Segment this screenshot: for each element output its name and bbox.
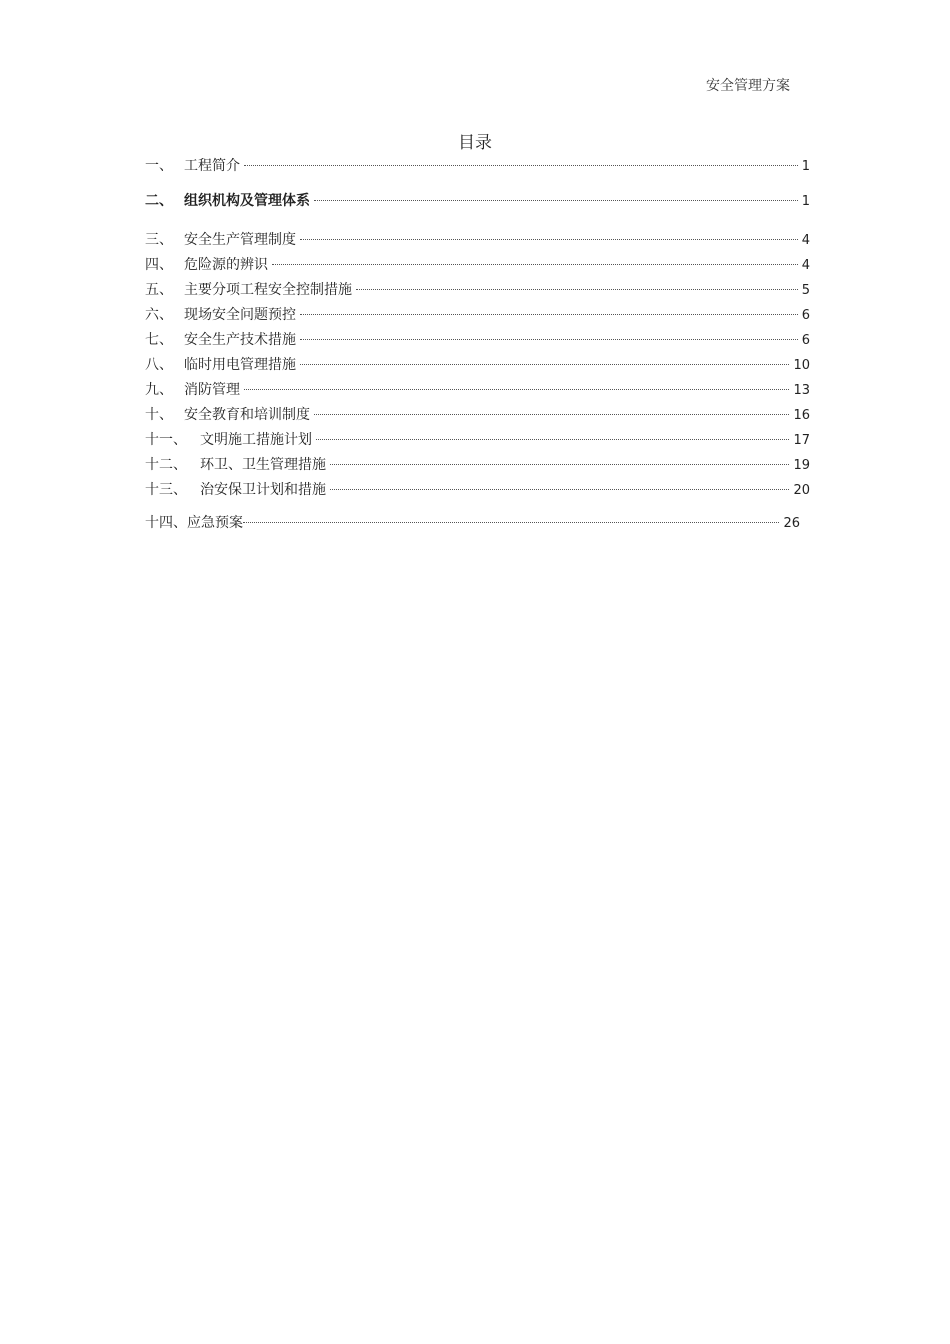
toc-entry-number: 四、 [145,257,173,273]
toc-dot-leader [330,464,789,465]
toc-entry-number: 九、 [145,382,173,398]
toc-entry-label: 文明施工措施计划 [200,432,312,448]
toc-entry-6[interactable] [145,304,810,326]
toc-dot-leader [314,200,798,201]
toc-entry-5[interactable] [145,279,810,301]
toc-dot-leader [272,264,798,265]
toc-entry-page: 19 [793,458,810,473]
toc-entry-label: 治安保卫计划和措施 [200,482,326,498]
toc-entry-13[interactable] [145,479,810,501]
toc-entry-7[interactable] [145,329,810,351]
toc-entry-4[interactable] [145,254,810,276]
toc-dot-leader [300,339,798,340]
toc-entry-9[interactable] [145,379,810,401]
toc-dot-leader [300,364,789,365]
toc-entry-page: 4 [801,258,810,273]
toc-entry-number: 五、 [145,282,173,298]
toc-entry-label: 安全生产管理制度 [184,232,296,248]
toc-entry-number: 七、 [145,332,173,348]
toc-entry-12[interactable] [145,454,810,476]
toc-entry-label: 安全教育和培训制度 [184,407,310,423]
toc-entry-number: 一、 [145,158,173,174]
toc-entry-page: 6 [801,308,810,323]
toc-entry-page: 20 [793,483,810,498]
toc-dot-leader [300,239,798,240]
page-header-title: 安全管理方案 [706,78,790,94]
toc-entry-label: 十四、应急预案 [145,515,243,531]
toc-entry-page: 4 [801,233,810,248]
toc-entry-page: 6 [801,333,810,348]
toc-entry-1[interactable] [145,155,810,177]
toc-entry-label: 现场安全问题预控 [184,307,296,323]
toc-entry-number: 十一、 [145,432,187,448]
toc-dot-leader [356,289,798,290]
toc-dot-leader [330,489,789,490]
toc-entry-number: 十、 [145,407,173,423]
toc-entry-2[interactable] [145,190,810,212]
toc-dot-leader [314,414,789,415]
toc-entry-page: 13 [793,383,810,398]
toc-dot-leader [300,314,798,315]
toc-dot-leader [244,165,798,166]
toc-entry-8[interactable] [145,354,810,376]
toc-entry-page: 5 [801,283,810,298]
toc-dot-leader [243,522,779,523]
toc-entry-page: 10 [793,358,810,373]
toc-entry-number: 十三、 [145,482,187,498]
toc-entry-page: 16 [793,408,810,423]
toc-entry-label: 主要分项工程安全控制措施 [184,282,352,298]
toc-title: 目录 [458,133,492,153]
toc-entry-label: 消防管理 [184,382,240,398]
toc-entry-label: 危险源的辨识 [184,257,268,273]
toc-entry-11[interactable] [145,429,810,451]
toc-entry-page: 26 [783,516,800,531]
toc-entry-10[interactable] [145,404,810,426]
toc-entry-3[interactable] [145,229,810,251]
toc-entry-label: 环卫、卫生管理措施 [200,457,326,473]
toc-entry-label: 组织机构及管理体系 [184,193,310,209]
toc-dot-leader [316,439,789,440]
toc-entry-number: 二、 [145,193,173,209]
toc-entry-label: 安全生产技术措施 [184,332,296,348]
toc-dot-leader [244,389,789,390]
toc-entry-number: 三、 [145,232,173,248]
toc-entry-page: 1 [801,159,810,174]
toc-entry-label: 工程简介 [184,158,240,174]
toc-entry-number: 十二、 [145,457,187,473]
toc-entry-page: 17 [793,433,810,448]
toc-entry-page: 1 [801,194,810,209]
toc-entry-number: 六、 [145,307,173,323]
toc-entry-number: 八、 [145,357,173,373]
toc-entry-14[interactable] [145,512,800,534]
toc-entry-label: 临时用电管理措施 [184,357,296,373]
